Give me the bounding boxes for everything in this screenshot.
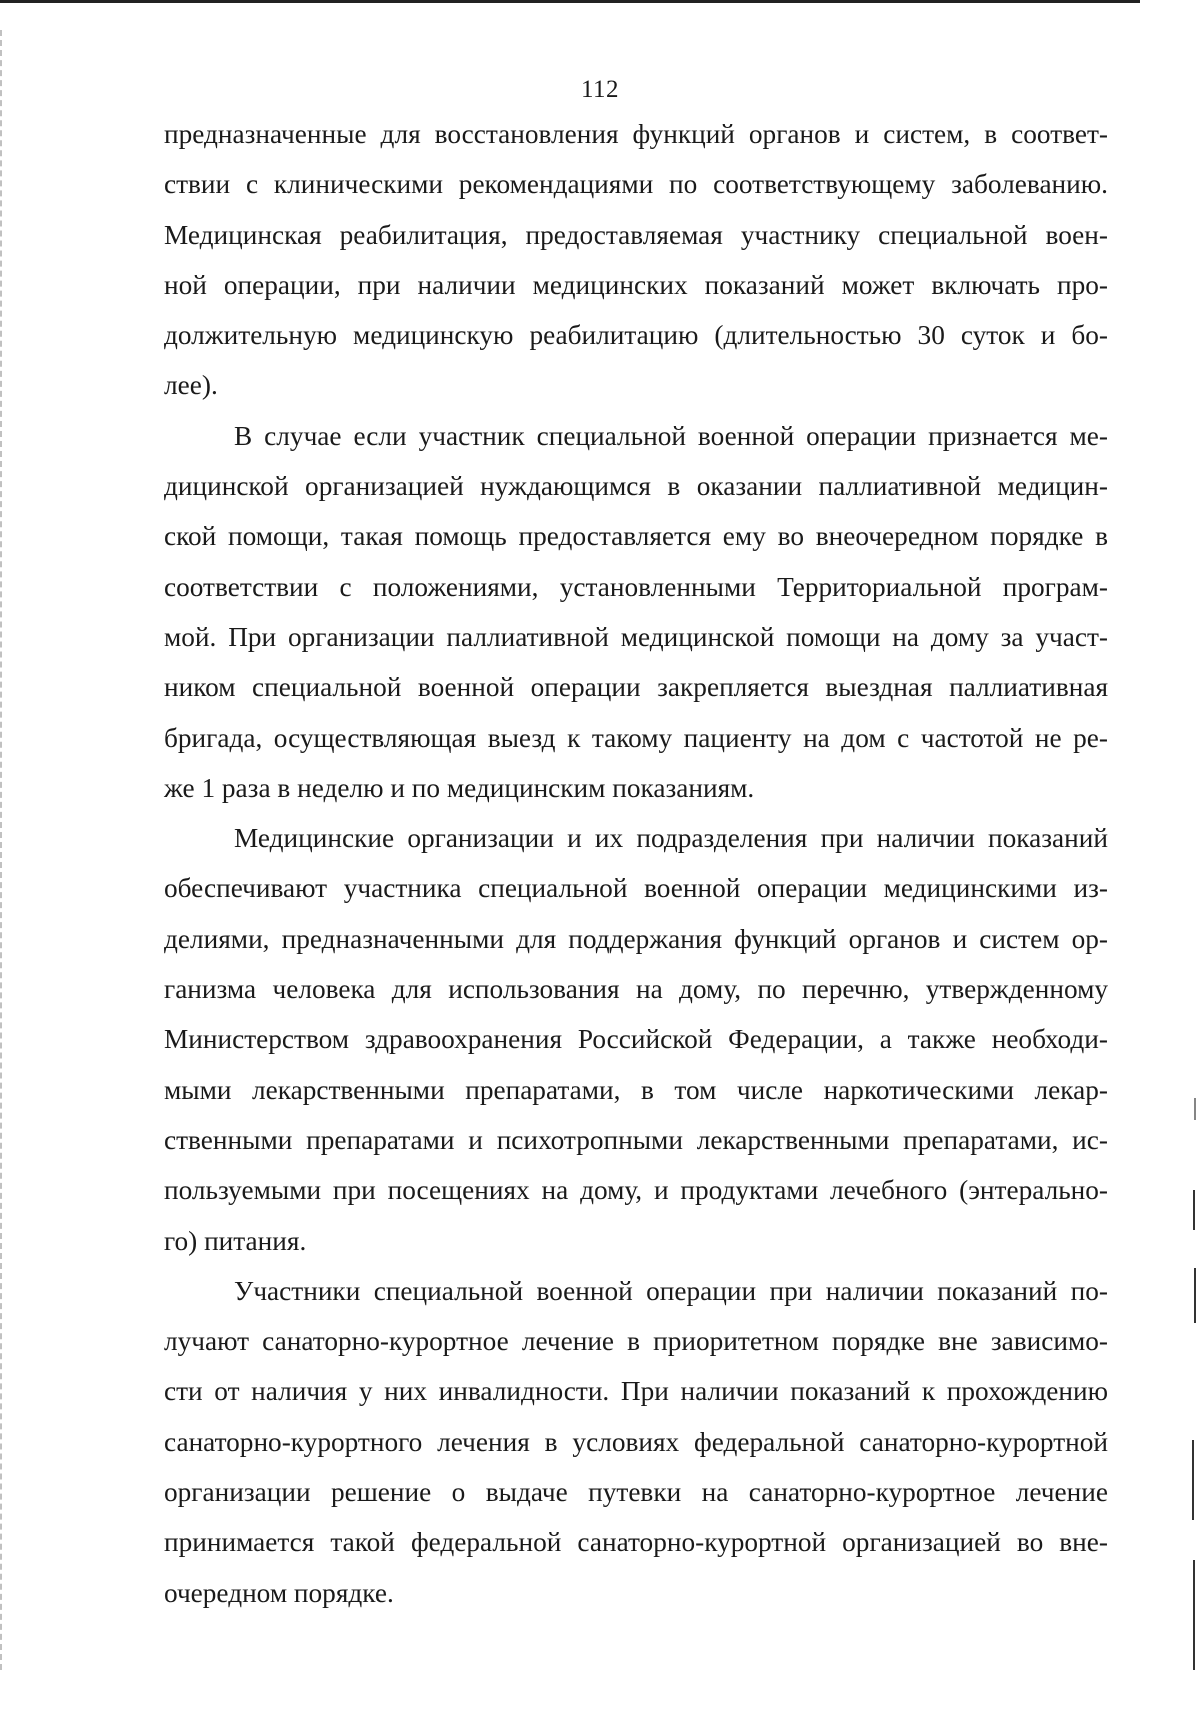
text-line: санаторно-курортного лечения в условиях федеральной санаторно-курортной bbox=[164, 1426, 1108, 1457]
text-line: соответствии с положениями, установленными Территориальной програм- bbox=[164, 571, 1108, 602]
paragraph bbox=[164, 109, 1108, 411]
scan-margin-mark bbox=[1193, 1560, 1195, 1670]
text-line: ствии с клиническими рекомендациями по соответствующему заболеванию. bbox=[164, 169, 1108, 200]
scan-margin-mark bbox=[1192, 1440, 1194, 1520]
text-line: принимается такой федеральной санаторно-курортной организацией во вне- bbox=[164, 1527, 1108, 1558]
text-line: лучают санаторно-курортное лечение в приоритетном порядке вне зависимо- bbox=[164, 1326, 1108, 1357]
text-line: мой. При организации паллиативной медицинской помощи на дому за участ- bbox=[164, 621, 1108, 652]
text-line: В случае если участник специальной военной операции признается ме- bbox=[234, 420, 1108, 451]
text-line: должительную медицинскую реабилитацию (длительностью 30 суток и бо- bbox=[164, 320, 1108, 351]
text-line: ной операции, при наличии медицинских показаний может включать про- bbox=[164, 269, 1108, 300]
page-number: 112 bbox=[580, 76, 620, 103]
text-line: лее). bbox=[164, 370, 218, 401]
text-line: предназначенные для восстановления функций органов и систем, в соответ- bbox=[164, 119, 1108, 149]
text-line: пользуемыми при посещениях на дому, и продуктами лечебного (энтерально- bbox=[164, 1175, 1108, 1206]
text-line: очередном порядке. bbox=[164, 1577, 394, 1608]
text-line: обеспечивают участника специальной военной операции медицинскими из- bbox=[164, 873, 1108, 904]
text-line: дицинской организацией нуждающимся в оказании паллиативной медицин- bbox=[164, 471, 1108, 502]
text-line: ственными препаратами и психотропными лекарственными препаратами, ис- bbox=[164, 1124, 1108, 1155]
text-line: Министерством здравоохранения Российской Федерации, а также необходи- bbox=[164, 1024, 1108, 1055]
text-line: ником специальной военной операции закрепляется выездная паллиативная bbox=[164, 672, 1108, 703]
text-line: бригада, осуществляющая выезд к такому пациенту на дом с частотой не ре- bbox=[164, 722, 1108, 753]
text-line: Медицинские организации и их подразделения при наличии показаний bbox=[234, 823, 1108, 854]
text-line: Участники специальной военной операции при наличии показаний по- bbox=[234, 1275, 1108, 1306]
scan-left-edge bbox=[0, 30, 2, 1670]
text-line: го) питания. bbox=[164, 1225, 307, 1256]
scan-margin-mark bbox=[1193, 1190, 1195, 1230]
document-body bbox=[164, 109, 1108, 1618]
top-border-rule bbox=[0, 0, 1140, 3]
text-line: делиями, предназначенными для поддержания функций органов и систем ор- bbox=[164, 923, 1108, 954]
text-line: ской помощи, такая помощь предоставляется ему во внеочередном порядке в bbox=[164, 521, 1108, 552]
scan-margin-mark bbox=[1194, 1098, 1196, 1120]
text-line: Медицинская реабилитация, предоставляемая участнику специальной воен- bbox=[164, 219, 1108, 250]
scan-margin-mark bbox=[1194, 1268, 1196, 1323]
text-line: мыми лекарственными препаратами, в том числе наркотическими лекар- bbox=[164, 1074, 1108, 1105]
text-line: ганизма человека для использования на дому, по перечню, утвержденному bbox=[164, 974, 1108, 1005]
text-line: же 1 раза в неделю и по медицинским показаниям. bbox=[164, 772, 755, 803]
text-line: организации решение о выдаче путевки на санаторно-курортное лечение bbox=[164, 1477, 1108, 1508]
paragraph bbox=[164, 813, 1108, 1266]
paragraph bbox=[164, 1266, 1108, 1618]
text-line: сти от наличия у них инвалидности. При наличии показаний к прохождению bbox=[164, 1376, 1108, 1407]
paragraph bbox=[164, 411, 1108, 813]
